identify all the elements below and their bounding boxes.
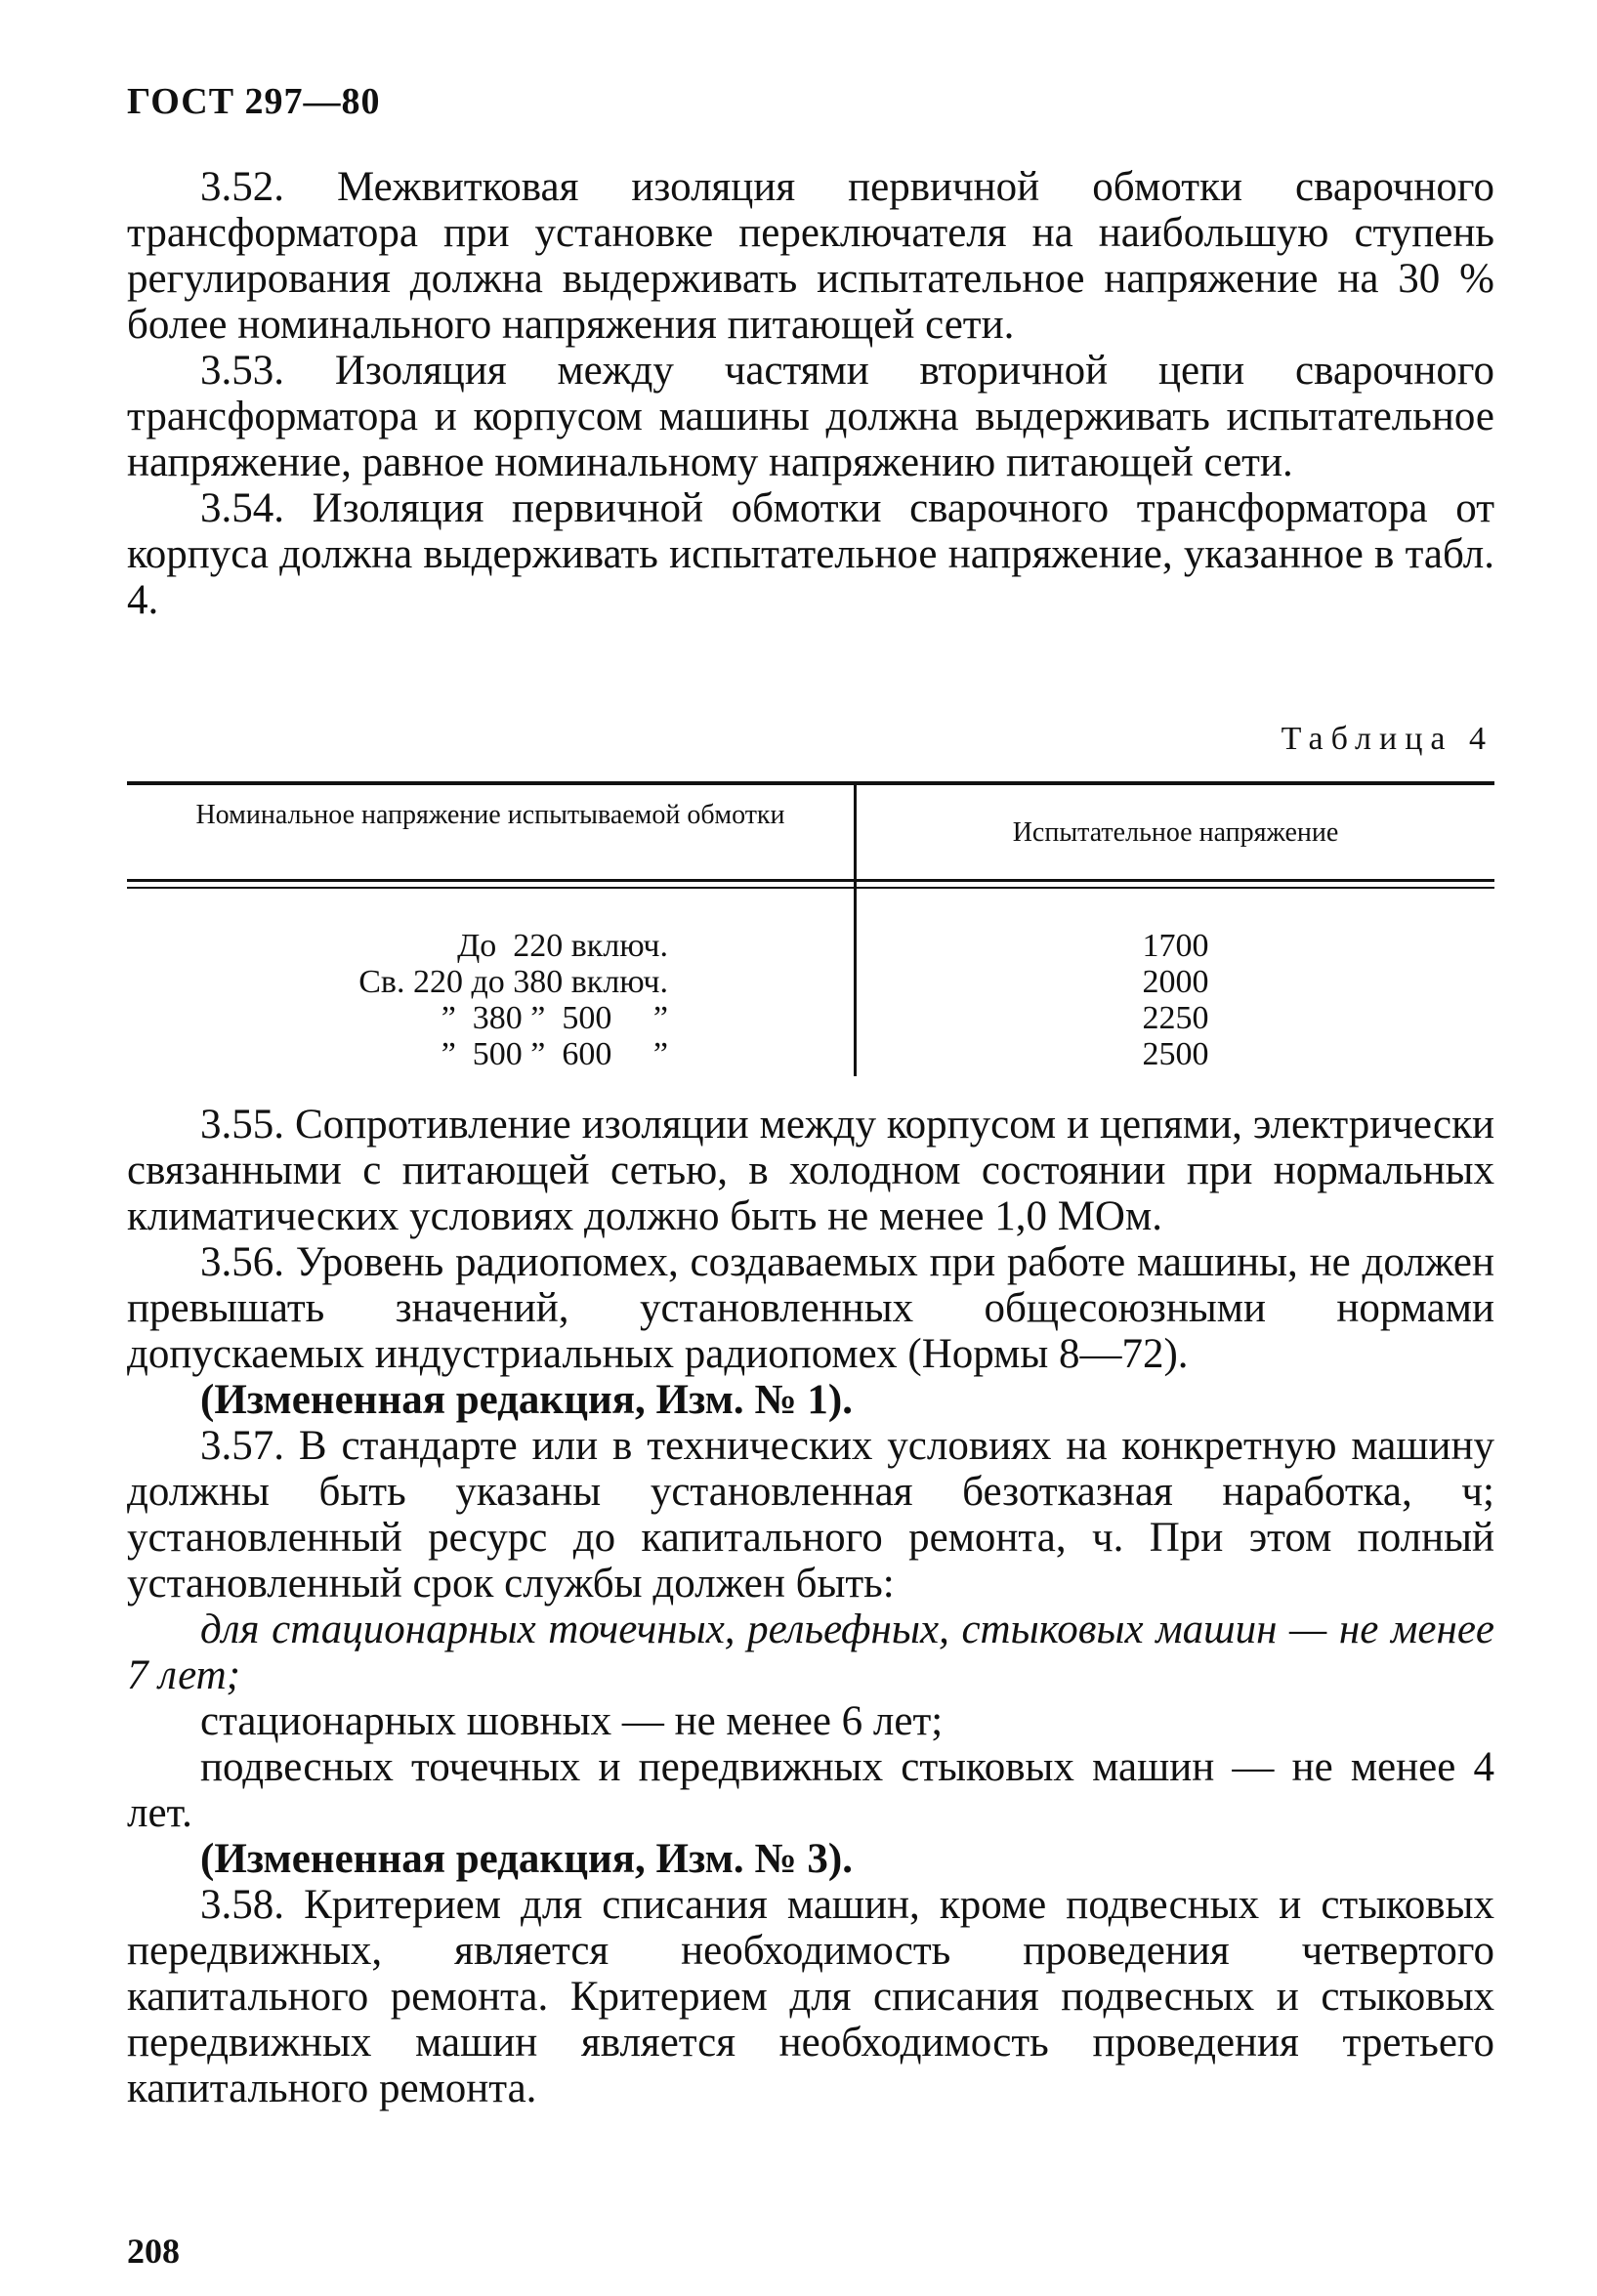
table-cell-test: 2250 xyxy=(1142,1000,1209,1036)
column-test-values xyxy=(857,928,1494,1072)
table-cell-nominal: До 220 включ. xyxy=(457,928,668,964)
paragraph-3-57-stationary: для стационарных точечных, рельефных, стыковых машин — не менее 7 лет; xyxy=(127,1607,1494,1698)
table-cell-nominal: ” 500 ” 600 ” xyxy=(441,1036,668,1072)
table-cell-test: 1700 xyxy=(1142,928,1209,964)
page-number: 208 xyxy=(127,2232,180,2271)
text-block-top xyxy=(127,164,1494,623)
paragraph-3-56: 3.56. Уровень радиопомех, создаваемых при работе машины, не должен превышать значений, установленных общесоюзными нормами допускаемых индустриальных радиопомех (Нормы 8—72). xyxy=(127,1239,1494,1377)
paragraph-3-58: 3.58. Критерием для списания машин, кроме подвесных и стыковых передвижных, является необходимость проведения четвертого капитального ремонта. Критерием для списания подвесных и стыковых передвижных машин является необходимость проведения третьего капитального ремонта. xyxy=(127,1882,1494,2111)
table-header-rule xyxy=(127,879,1494,882)
table-cell-nominal: ” 380 ” 500 ” xyxy=(441,1000,668,1036)
column-header-nominal: Номинальное напряжение испытываемой обмотки xyxy=(195,800,785,830)
table-cell-nominal: Св. 220 до 380 включ. xyxy=(358,964,668,1000)
table-top-rule xyxy=(127,781,1494,785)
table-title: Таблица 4 xyxy=(1281,721,1493,757)
table-cell-test: 2000 xyxy=(1142,964,1209,1000)
paragraph-3-57: 3.57. В стандарте или в технических условиях на конкретную машину должны быть указаны установленная безотказная наработка, ч; установленный ресурс до капитального ремонта, ч. При этом полный установленный срок службы должен быть: xyxy=(127,1423,1494,1607)
paragraph-3-55: 3.55. Сопротивление изоляции между корпусом и цепями, электрически связанными с питающей сетью, в холодном состоянии при нормальных климатических условиях должно быть не менее 1,0 МОм. xyxy=(127,1102,1494,1239)
paragraph-3-57-suspended: подвесных точечных и передвижных стыковых машин — не менее 4 лет. xyxy=(127,1744,1494,1836)
paragraph-3-54: 3.54. Изоляция первичной обмотки сварочного трансформатора от корпуса должна выдерживать испытательное напряжение, указанное в табл. 4. xyxy=(127,485,1494,623)
column-header-test: Испытательное напряжение xyxy=(1012,817,1339,848)
paragraph-3-53: 3.53. Изоляция между частями вторичной цепи сварочного трансформатора и корпусом машины должна выдерживать испытательное напряжение, равное номинальному напряжению питающей сети. xyxy=(127,348,1494,485)
table-cell-test: 2500 xyxy=(1142,1036,1209,1072)
amendment-note-3: (Измененная редакция, Изм. № 3). xyxy=(200,1836,853,1882)
text-block-bottom xyxy=(127,1102,1494,2111)
amendment-note-1: (Измененная редакция, Изм. № 1). xyxy=(200,1377,853,1423)
paragraph-3-57-seam: стационарных шовных — не менее 6 лет; xyxy=(200,1698,944,1744)
document-code: ГОСТ 297—80 xyxy=(127,81,381,122)
paragraph-3-52: 3.52. Межвитковая изоляция первичной обмотки сварочного трансформатора при установке переключателя на наибольшую ступень регулирования должна выдерживать испытательное напряжение на 30 % более номинального напряжения питающей сети. xyxy=(127,164,1494,348)
column-nominal-values xyxy=(127,928,854,1072)
table-4 xyxy=(127,781,1494,1094)
table-header-rule-2 xyxy=(127,887,1494,889)
